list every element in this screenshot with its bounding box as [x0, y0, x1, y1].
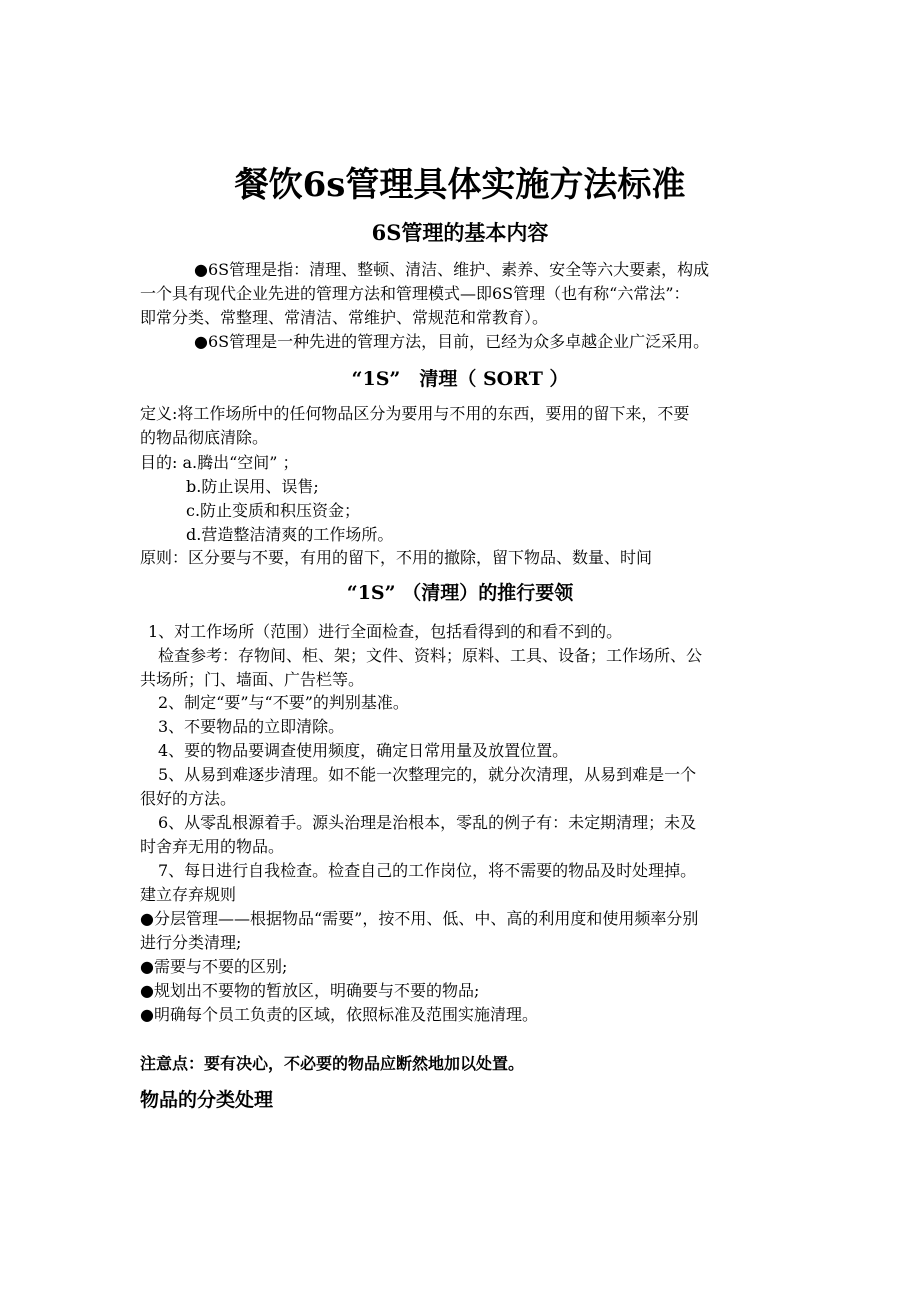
purpose-item: c.防止变质和积压资金；: [186, 501, 361, 520]
section-heading-6s-basics: 6S管理的基本内容: [371, 220, 549, 245]
section-heading-1s-guidelines: “1S” （清理）的推行要领: [346, 582, 574, 604]
purpose-item: d.营造整洁清爽的工作场所。: [186, 525, 394, 544]
guideline-line: 时舍弃无用的物品。: [140, 837, 285, 856]
section-heading-item-classification: 物品的分类处理: [140, 1089, 274, 1111]
guideline-line: ●分层管理——根据物品“需要”，按不用、低、中、高的利用度和使用频率分别: [140, 909, 699, 928]
note-line: 注意点：要有决心，不必要的物品应断然地加以处置。: [140, 1054, 525, 1073]
paragraph-line: 一个具有现代企业先进的管理方法和管理模式—即6S管理（也有称“六常法”：: [140, 284, 690, 303]
guideline-line: 建立存弃规则: [140, 885, 237, 904]
guideline-line: 很好的方法。: [140, 789, 237, 808]
guideline-line: ●规划出不要物的暂放区，明确要与不要的物品;: [140, 981, 480, 1000]
guideline-line: 3、不要物品的立即清除。: [158, 717, 345, 736]
guideline-line: 检查参考：存物间、柜、架；文件、资料；原料、工具、设备；工作场所、公: [158, 646, 703, 665]
guideline-line: 进行分类清理;: [140, 933, 242, 952]
guideline-line: ●明确每个员工负责的区域，依照标准及范围实施清理。: [140, 1005, 538, 1024]
guideline-line: 7、每日进行自我检查。检查自己的工作岗位，将不需要的物品及时处理掉。: [158, 861, 697, 880]
paragraph-line: ●6S管理是一种先进的管理方法，目前，已经为众多卓越企业广泛采用。: [194, 332, 710, 351]
principle-line: 原则：区分要与不要，有用的留下，不用的撤除，留下物品、数量、时间: [140, 548, 653, 567]
definition-line: 定义:将工作场所中的任何物品区分为要用与不用的东西，要用的留下来，不要: [140, 404, 690, 423]
section-heading-1s-sort: “1S” 清理（ SORT ）: [351, 368, 569, 390]
document-title: 餐饮6s管理具体实施方法标准: [234, 165, 686, 205]
guideline-line: 共场所；门、墙面、广告栏等。: [140, 670, 365, 689]
purpose-item: b.防止误用、误售;: [186, 477, 319, 496]
guideline-line: 5、从易到难逐步清理。如不能一次整理完的，就分次清理，从易到难是一个: [158, 765, 697, 784]
purpose-line: 目的: a.腾出“空间” ；: [140, 453, 299, 472]
definition-line: 的物品彻底清除。: [140, 428, 269, 447]
guideline-line: ●需要与不要的区别;: [140, 957, 288, 976]
guideline-line: 2、制定“要”与“不要”的判别基准。: [158, 693, 409, 712]
guideline-line: 4、要的物品要调查使用频度，确定日常用量及放置位置。: [158, 741, 569, 760]
paragraph-line: 即常分类、常整理、常清洁、常维护、常规范和常教育）。: [140, 308, 549, 327]
guideline-line: 1、对工作场所（范围）进行全面检查，包括看得到的和看不到的。: [148, 622, 623, 641]
paragraph-line: ●6S管理是指：清理、整顿、清洁、维护、素养、安全等六大要素，构成: [194, 260, 710, 279]
guideline-line: 6、从零乱根源着手。源头治理是治根本，零乱的例子有：未定期清理；未及: [158, 813, 697, 832]
